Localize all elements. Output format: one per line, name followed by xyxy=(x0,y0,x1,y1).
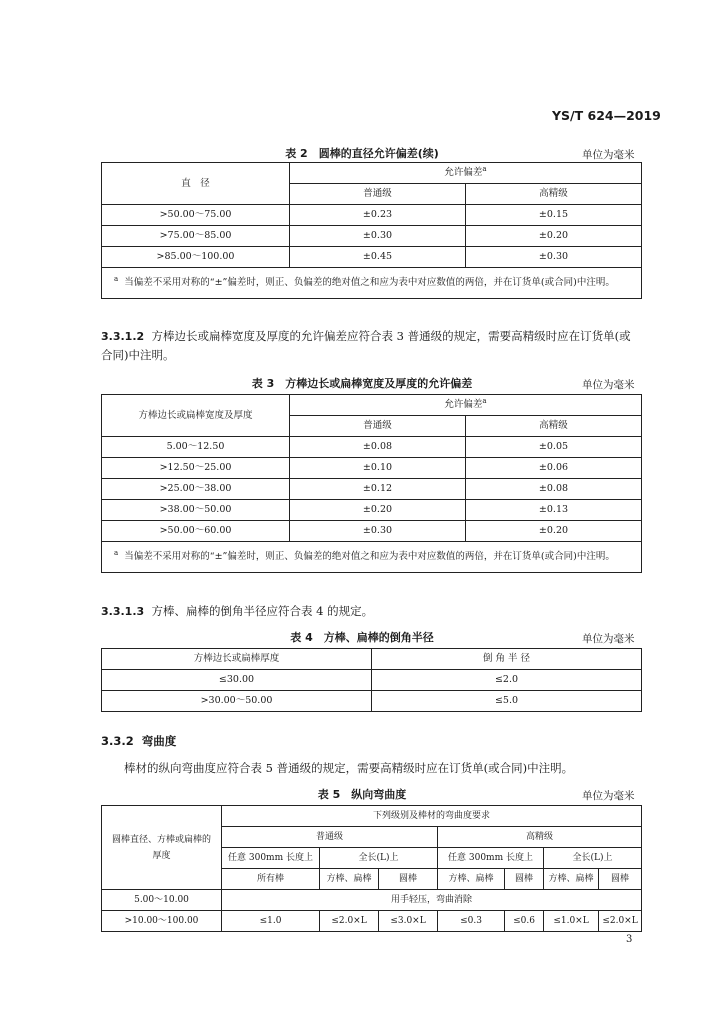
table2 xyxy=(101,162,642,299)
table-row xyxy=(102,205,642,226)
table-cell: ±0.20 xyxy=(465,521,641,542)
table-cell: ≤3.0×L xyxy=(379,911,438,932)
table-cell: 5.00～12.50 xyxy=(102,437,290,458)
table-cell: ±0.45 xyxy=(290,247,466,268)
table-cell: 5.00～10.00 xyxy=(102,890,222,911)
table3-subheader: 普通级 xyxy=(290,416,466,437)
clause-title: 弯曲度 xyxy=(141,734,177,748)
table3-note: $^a$ 当偏差不采用对称的“±”偏差时，则正、负偏差的绝对值之和应为表中对应数值的两倍，并在订货单(或合同)中注明。 xyxy=(102,542,642,573)
table-cell: ≤2.0×L xyxy=(599,911,642,932)
table-row xyxy=(102,890,642,911)
standard-code: YS/T 624—2019 xyxy=(552,108,661,123)
table-cell: ≤1.0×L xyxy=(544,911,599,932)
table2-caption: 表 2 圆棒的直径允许偏差(续) xyxy=(285,147,439,160)
table3 xyxy=(101,394,642,573)
table2-note: $^a$ 当偏差不采用对称的“±”偏差时，则正、负偏差的绝对值之和应为表中对应数值的两倍，并在订货单(或合同)中注明。 xyxy=(102,268,642,299)
table-row xyxy=(102,437,642,458)
table-cell: >25.00～38.00 xyxy=(102,479,290,500)
table-cell: ≤0.6 xyxy=(505,911,544,932)
clause-3-3-1-3 xyxy=(101,602,373,621)
table2-subheader: 高精级 xyxy=(465,184,641,205)
table-cell: ±0.10 xyxy=(290,458,466,479)
table3-group-header: 允许偏差$^a$ xyxy=(290,395,642,416)
table2-subheader: 普通级 xyxy=(290,184,466,205)
table-row xyxy=(102,458,642,479)
table3-caption: 表 3 方棒边长或扁棒宽度及厚度的允许偏差 xyxy=(251,377,473,390)
table-cell: >38.00～50.00 xyxy=(102,500,290,521)
clause-3-3-2 xyxy=(101,733,176,749)
table-cell: ±0.20 xyxy=(290,500,466,521)
table-cell: >50.00～60.00 xyxy=(102,521,290,542)
table5-grade: 普通级 xyxy=(222,827,438,848)
table5-type: 圆棒 xyxy=(505,869,544,890)
table-cell: ≤2.0 xyxy=(372,670,642,691)
page-number: 3 xyxy=(626,934,633,945)
table5-top-header: 下列级别及棒材的弯曲度要求 xyxy=(222,806,642,827)
table-row xyxy=(102,247,642,268)
table5-length: 任意 300mm 长度上 xyxy=(438,848,544,869)
table5 xyxy=(101,805,642,932)
table4-header: 方棒边长或扁棒厚度 xyxy=(102,649,372,670)
table-cell: >30.00～50.00 xyxy=(102,691,372,712)
table-cell: ±0.12 xyxy=(290,479,466,500)
table-cell: >50.00～75.00 xyxy=(102,205,290,226)
paragraph-3-3-2: 棒材的纵向弯曲度应符合表 5 普通级的规定，需要高精级时应在订货单(或合同)中注明。 xyxy=(124,761,574,775)
table5-length: 全长(L)上 xyxy=(544,848,642,869)
table5-type: 圆棒 xyxy=(379,869,438,890)
table2-unit: 单位为毫米 xyxy=(582,149,635,161)
table-cell: ±0.05 xyxy=(465,437,641,458)
table4 xyxy=(101,648,642,712)
table2-col-header: 直 径 xyxy=(102,163,290,205)
table2-group-header: 允许偏差$^a$ xyxy=(290,163,642,184)
clause-text: 方棒边长或扁棒宽度及厚度的允许偏差应符合表 3 普通级的规定，需要高精级时应在订货单(或合同)中注明。 xyxy=(101,329,631,362)
table-cell: ±0.08 xyxy=(290,437,466,458)
table5-type: 方棒、扁棒 xyxy=(438,869,505,890)
table3-col-header: 方棒边长或扁棒宽度及厚度 xyxy=(102,395,290,437)
table-cell: ≤30.00 xyxy=(102,670,372,691)
table-row xyxy=(102,521,642,542)
table-cell: ≤2.0×L xyxy=(320,911,379,932)
table-row xyxy=(102,479,642,500)
table5-unit: 单位为毫米 xyxy=(582,790,635,802)
table5-row-header: 圆棒直径、方棒或扁棒的厚度 xyxy=(102,806,222,890)
table-cell: ±0.20 xyxy=(465,226,641,247)
table-cell: >85.00～100.00 xyxy=(102,247,290,268)
table4-caption: 表 4 方棒、扁棒的倒角半径 xyxy=(290,631,434,644)
table4-unit: 单位为毫米 xyxy=(582,633,635,645)
table-cell: ≤5.0 xyxy=(372,691,642,712)
table5-grade: 高精级 xyxy=(438,827,642,848)
table-row xyxy=(102,911,642,932)
table3-unit: 单位为毫米 xyxy=(582,379,635,391)
clause-number: 3.3.1.3 xyxy=(101,605,145,618)
table-cell: >10.00～100.00 xyxy=(102,911,222,932)
table4-header: 倒 角 半 径 xyxy=(372,649,642,670)
table-cell: ≤1.0 xyxy=(222,911,320,932)
table5-type: 圆棒 xyxy=(599,869,642,890)
table-cell: >12.50～25.00 xyxy=(102,458,290,479)
table-row xyxy=(102,226,642,247)
table-cell: ±0.15 xyxy=(465,205,641,226)
table5-type: 方棒、扁棒 xyxy=(320,869,379,890)
table5-type: 所有棒 xyxy=(222,869,320,890)
table-cell: ±0.30 xyxy=(290,521,466,542)
table-row xyxy=(102,670,642,691)
clause-3-3-1-2 xyxy=(101,327,642,365)
table-cell: ±0.06 xyxy=(465,458,641,479)
table-cell: ±0.30 xyxy=(290,226,466,247)
table3-subheader: 高精级 xyxy=(465,416,641,437)
clause-text: 方棒、扁棒的倒角半径应符合表 4 的规定。 xyxy=(151,604,374,618)
table5-type: 方棒、扁棒 xyxy=(544,869,599,890)
table-cell: ±0.30 xyxy=(465,247,641,268)
clause-number: 3.3.2 xyxy=(101,734,134,748)
table5-length: 任意 300mm 长度上 xyxy=(222,848,320,869)
table-cell: ±0.23 xyxy=(290,205,466,226)
table5-caption: 表 5 纵向弯曲度 xyxy=(317,788,407,801)
table-row xyxy=(102,500,642,521)
clause-number: 3.3.1.2 xyxy=(101,330,145,343)
table5-length: 全长(L)上 xyxy=(320,848,438,869)
table-cell: ±0.13 xyxy=(465,500,641,521)
table-cell: >75.00～85.00 xyxy=(102,226,290,247)
table-cell: 用手轻压，弯曲消除 xyxy=(222,890,642,911)
table-cell: ±0.08 xyxy=(465,479,641,500)
table-cell: ≤0.3 xyxy=(438,911,505,932)
table-row xyxy=(102,691,642,712)
